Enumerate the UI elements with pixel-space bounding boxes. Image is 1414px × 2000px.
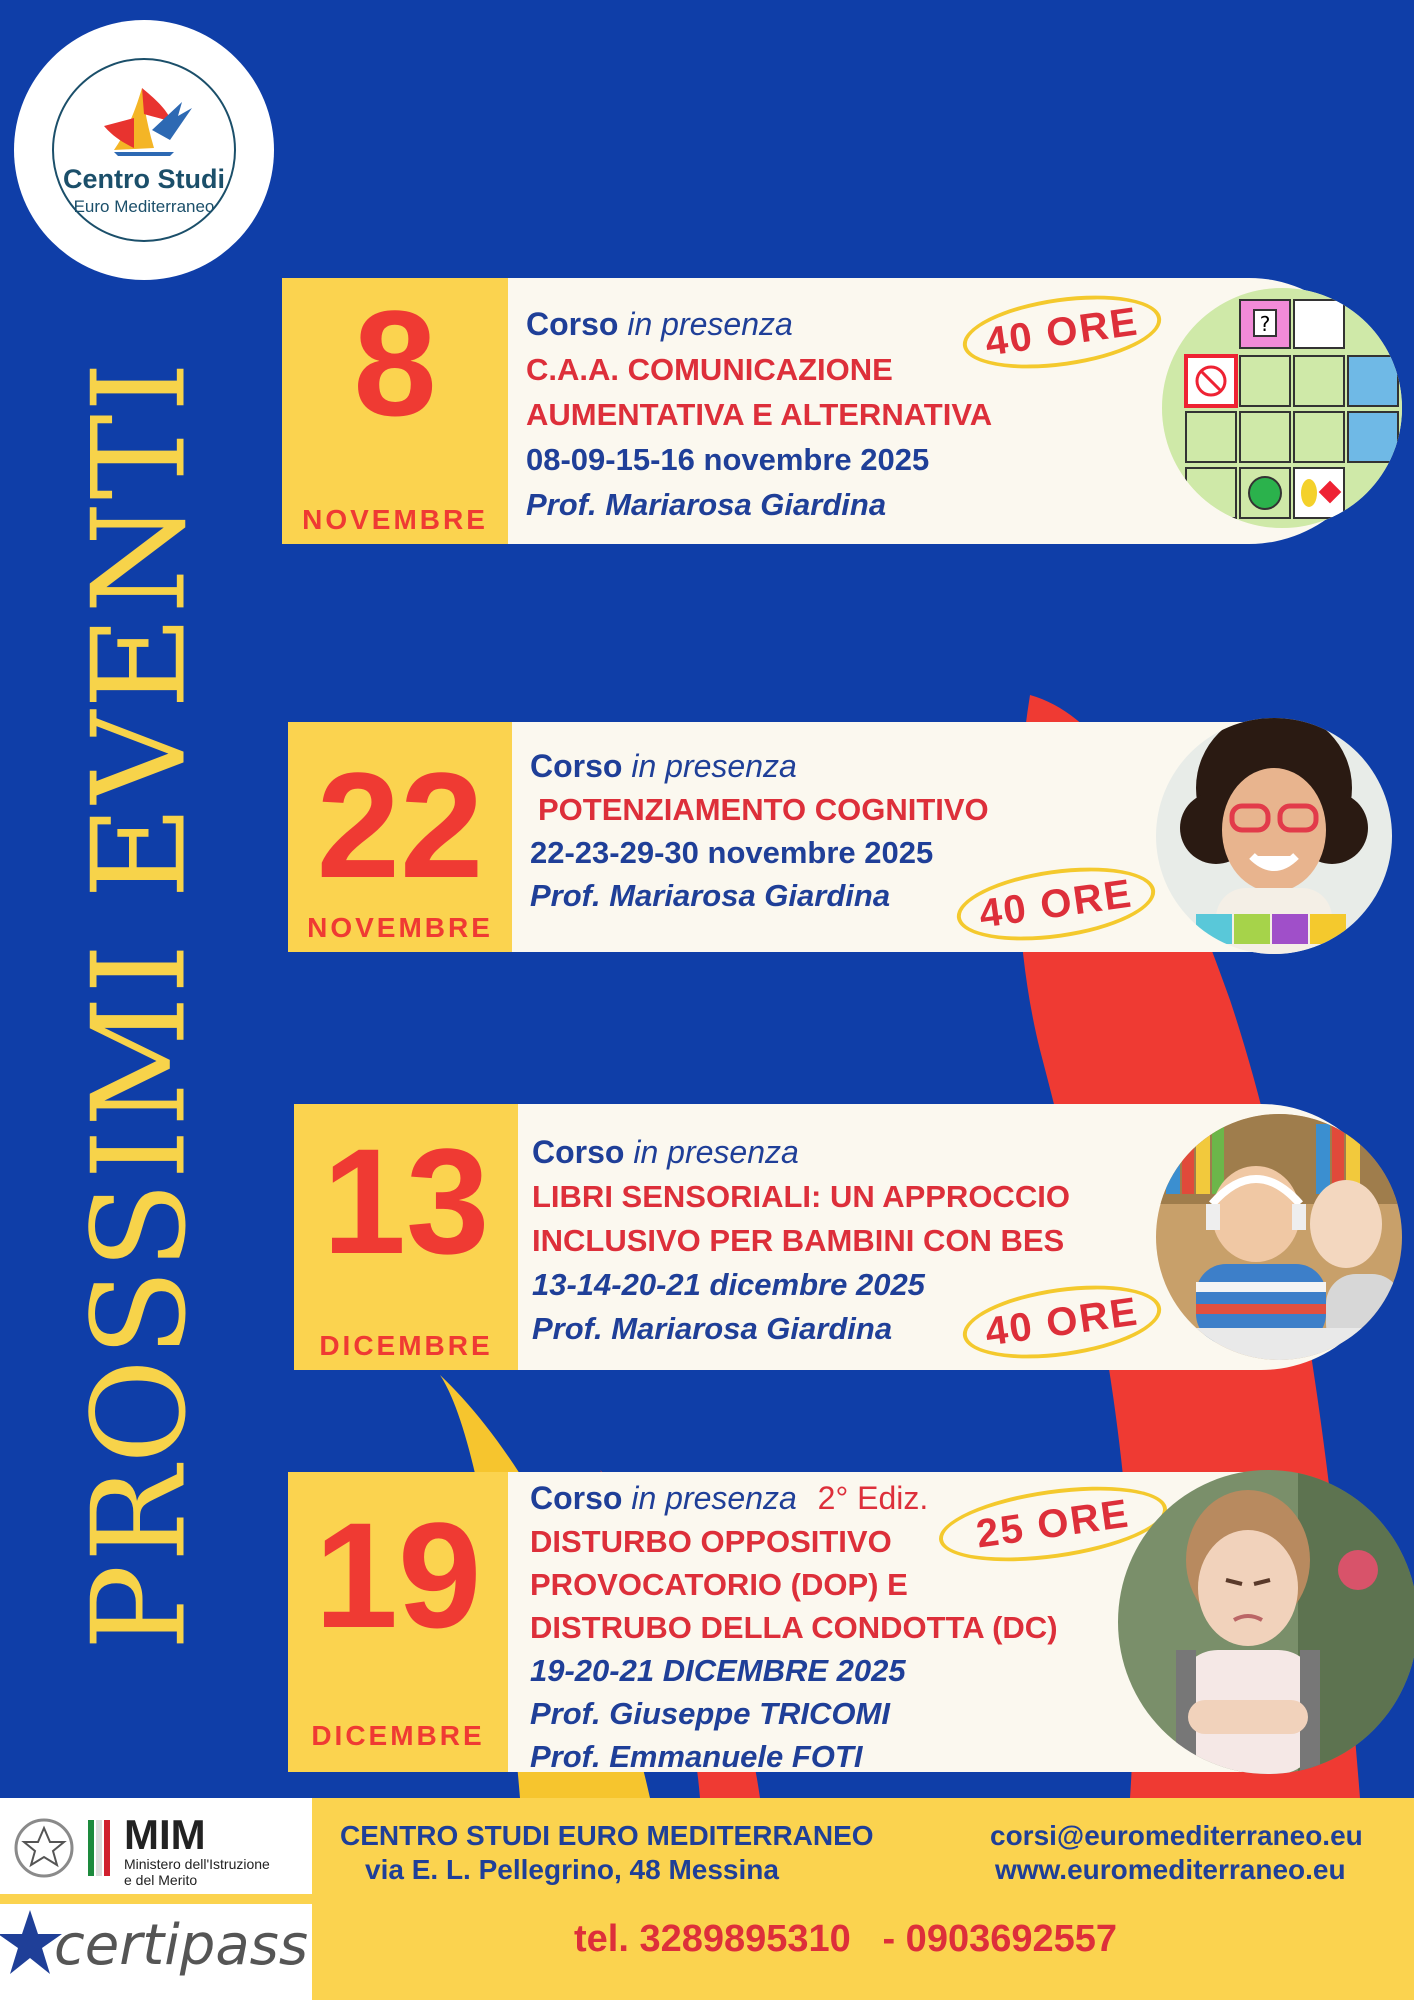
event-mode-label: in presenza bbox=[633, 1134, 799, 1170]
mim-title: MIM bbox=[124, 1811, 206, 1858]
event-teacher: Prof. Giuseppe TRICOMI bbox=[530, 1696, 890, 1731]
event-day: 19 bbox=[314, 1491, 482, 1659]
svg-text:?: ? bbox=[1259, 312, 1271, 336]
event-month: DICEMBRE bbox=[311, 1720, 485, 1751]
event-title-line: DISTRUBO DELLA CONDOTTA (DC) bbox=[530, 1610, 1058, 1645]
event-corso-label: Corso bbox=[530, 1480, 623, 1516]
event-dates: 13-14-20-21 dicembre 2025 bbox=[532, 1267, 925, 1302]
event-title-line: PROVOCATORIO (DOP) E bbox=[530, 1567, 908, 1602]
certipass-text: certipass bbox=[54, 1913, 308, 1978]
email-link[interactable]: corsi@euromediterraneo.eu bbox=[990, 1820, 1363, 1851]
logo-title: Centro Studi bbox=[63, 163, 225, 194]
event-mode-label: in presenza bbox=[627, 306, 793, 342]
footer bbox=[0, 1798, 1414, 2000]
event-card-4[interactable] bbox=[288, 1472, 1388, 1772]
event-edition-label: 2° Ediz. bbox=[817, 1480, 929, 1516]
logo-subtitle: Euro Mediterraneo bbox=[73, 196, 215, 216]
event-corso-label: Corso bbox=[526, 306, 619, 342]
children-headphones-photo bbox=[1156, 1114, 1402, 1360]
event-mode-label: in presenza bbox=[631, 748, 797, 784]
page-title: PROSSIMI EVENTI bbox=[65, 359, 215, 1651]
event-teacher: Prof. Mariarosa Giardina bbox=[526, 487, 887, 522]
event-title-line: POTENZIAMENTO COGNITIVO bbox=[538, 792, 989, 827]
event-title-line: LIBRI SENSORIALI: UN APPROCCIO bbox=[532, 1179, 1070, 1214]
event-card-3[interactable] bbox=[294, 1104, 1394, 1370]
smiling-girl-photo bbox=[1156, 718, 1392, 954]
certipass-logo bbox=[0, 1904, 312, 2000]
event-month: NOVEMBRE bbox=[302, 504, 488, 535]
event-day: 13 bbox=[322, 1117, 490, 1285]
event-dates: 22-23-29-30 novembre 2025 bbox=[530, 835, 934, 870]
mim-subtitle-1: Ministero dell'Istruzione bbox=[124, 1856, 270, 1872]
event-month: NOVEMBRE bbox=[307, 912, 493, 943]
event-title-line: C.A.A. COMUNICAZIONE bbox=[526, 352, 893, 387]
event-card-1[interactable] bbox=[282, 278, 1382, 544]
event-day: 8 bbox=[353, 279, 437, 447]
event-teacher: Prof. Mariarosa Giardina bbox=[532, 1311, 893, 1346]
event-mode-label: in presenza bbox=[631, 1480, 797, 1516]
event-month: DICEMBRE bbox=[319, 1330, 493, 1361]
phone-numbers[interactable]: tel. 3289895310 - 0903692557 bbox=[574, 1918, 1118, 1960]
event-day: 22 bbox=[316, 741, 484, 909]
mim-subtitle-2: e del Merito bbox=[124, 1872, 198, 1888]
hours-label: 40 ORE bbox=[982, 298, 1142, 365]
event-dates: 19-20-21 DICEMBRE 2025 bbox=[530, 1653, 906, 1688]
hours-label: 40 ORE bbox=[982, 1288, 1142, 1355]
org-address: via E. L. Pellegrino, 48 Messina bbox=[365, 1854, 779, 1885]
org-name: CENTRO STUDI EURO MEDITERRANEO bbox=[340, 1820, 874, 1851]
event-teacher: Prof. Mariarosa Giardina bbox=[530, 878, 891, 913]
angry-girl-photo bbox=[1118, 1470, 1414, 1774]
event-title-line: DISTURBO OPPOSITIVO bbox=[530, 1524, 892, 1559]
website-link[interactable]: www.euromediterraneo.eu bbox=[995, 1854, 1346, 1885]
mim-logo bbox=[0, 1798, 312, 1894]
sailboat-logo-icon bbox=[74, 78, 214, 158]
event-card-2[interactable] bbox=[288, 722, 1388, 952]
event-title-line: INCLUSIVO PER BAMBINI CON BES bbox=[532, 1223, 1065, 1258]
event-teacher: Prof. Emmanuele FOTI bbox=[530, 1739, 863, 1774]
hours-label: 40 ORE bbox=[976, 870, 1136, 937]
event-dates: 08-09-15-16 novembre 2025 bbox=[526, 442, 930, 477]
hours-label: 25 ORE bbox=[973, 1490, 1133, 1557]
centro-studi-logo bbox=[14, 20, 274, 280]
event-corso-label: Corso bbox=[532, 1134, 625, 1170]
event-title-line: AUMENTATIVA E ALTERNATIVA bbox=[526, 397, 993, 432]
symbol-board-icon bbox=[1162, 288, 1402, 528]
event-corso-label: Corso bbox=[530, 748, 623, 784]
